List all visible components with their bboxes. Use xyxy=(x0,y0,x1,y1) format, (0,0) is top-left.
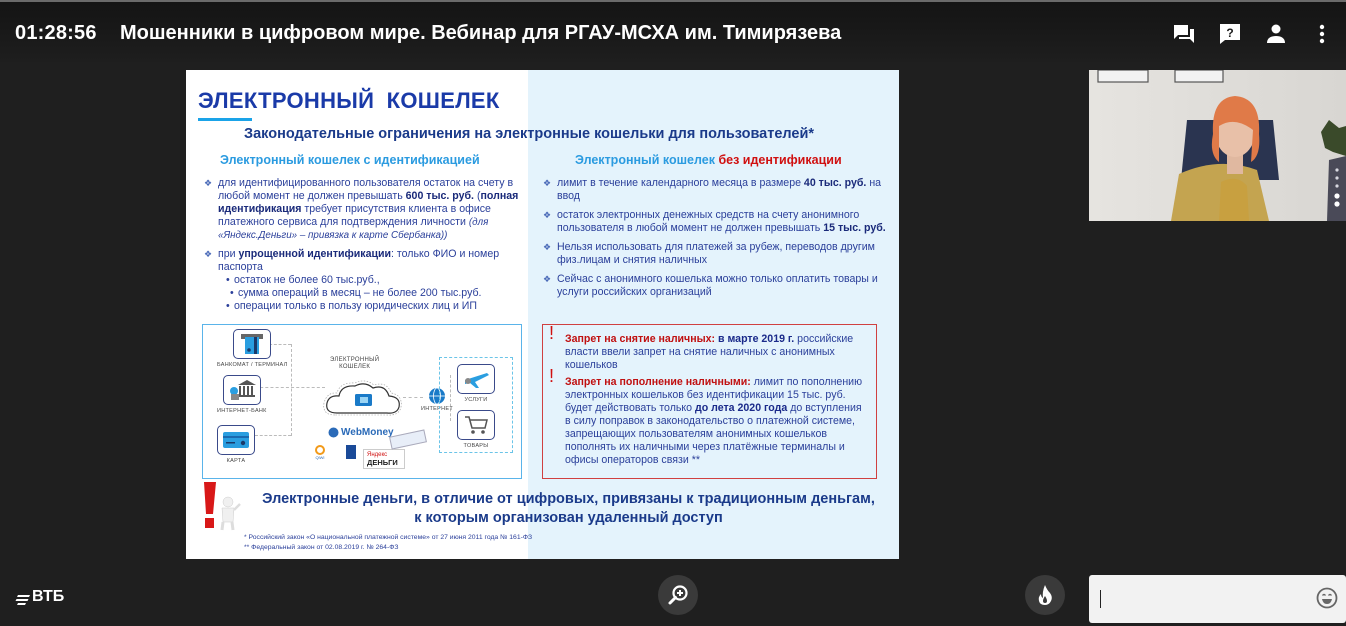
participant-icon[interactable] xyxy=(1264,22,1288,46)
warning-cash-topup xyxy=(549,366,866,467)
atm-icon xyxy=(233,329,271,359)
qiwi-logo xyxy=(313,445,327,460)
left-subbullet-1: • остаток не более 60 тыс.руб., xyxy=(204,274,524,287)
slide-right-panel xyxy=(528,70,899,559)
left-bullet-1 xyxy=(204,177,524,242)
warning-box xyxy=(542,324,877,479)
bold-text: в марте 2019 г. xyxy=(715,333,795,345)
reaction-button[interactable] xyxy=(1025,575,1065,615)
connector xyxy=(403,397,423,398)
chat-input[interactable] xyxy=(1099,585,1309,613)
left-subbullet-3: • операции только в пользу юридических лиц и ИП xyxy=(204,300,524,313)
italic-text: (для «Яндекс.Деньги» – привязка к карте Сбербанка)) xyxy=(218,217,489,241)
emoji-icon[interactable] xyxy=(1316,587,1338,609)
internet-label: ИНТЕРНЕТ xyxy=(421,406,454,412)
qiwi-card-icon xyxy=(346,445,356,459)
atm-label: БАНКОМАТ / ТЕРМИНАЛ xyxy=(217,362,288,368)
qiwi-icon xyxy=(313,445,327,455)
atm-node xyxy=(217,329,288,368)
webmoney-logo xyxy=(328,427,394,438)
vtb-logo xyxy=(15,588,64,606)
left-bullet-2 xyxy=(204,248,524,274)
text: российские власти ввели запрет на снятие наличных с анонимных кошельков xyxy=(565,333,854,371)
footnotes xyxy=(244,533,532,553)
internet-bank-node xyxy=(217,375,267,414)
goods-label: ТОВАРЫ xyxy=(463,443,489,449)
connector xyxy=(291,344,292,436)
cloud-wallet-icon xyxy=(323,380,403,416)
text: для идентифицированного пользователя остаток на счету в любой момент не должен превышать xyxy=(218,177,514,202)
wallet-label: ЭЛЕКТРОННЫЙ КОШЕЛЕК xyxy=(330,357,380,370)
right-bullet-1 xyxy=(543,177,888,203)
card-icon xyxy=(217,425,255,455)
presentation-slide xyxy=(186,70,899,559)
text: лимит в течение календарного месяца в размере xyxy=(557,177,804,189)
svg-text:?: ? xyxy=(1226,26,1234,40)
right-heading-blue: Электронный кошелек xyxy=(575,153,719,167)
chat-input-container xyxy=(1089,575,1346,623)
text: : только ФИО и номер паспорта xyxy=(218,248,500,273)
conclusion-line-2: к которым организован удаленный доступ xyxy=(414,510,723,526)
bold-text: 600 тыс. руб. xyxy=(405,190,474,202)
services-label: УСЛУГИ xyxy=(464,397,488,403)
right-bullets xyxy=(543,177,888,305)
title-underline xyxy=(198,118,252,121)
text: при xyxy=(218,248,239,260)
right-column-heading xyxy=(575,153,842,167)
warning-heading: Запрет на пополнение наличными: xyxy=(565,376,751,388)
bold-text: 15 тыс. руб. xyxy=(823,222,886,234)
card-label: КАРТА xyxy=(226,458,246,464)
top-toolbar xyxy=(1172,22,1334,46)
yandex-money-logo xyxy=(363,449,405,469)
exclamation-figure-icon xyxy=(200,480,246,532)
text: остаток электронных денежных средств на счету анонимного пользователя в любой момент не должен превышать xyxy=(557,209,860,234)
right-bullet-2 xyxy=(543,209,888,235)
services-node xyxy=(457,364,495,403)
webmoney-globe-icon xyxy=(328,427,339,438)
zoom-in-button[interactable] xyxy=(658,575,698,615)
qiwi-text: QIWI xyxy=(315,455,325,460)
bold-text: полная идентификация xyxy=(218,190,519,215)
brand-name: ВТБ xyxy=(32,588,65,605)
webmoney-text: WebMoney xyxy=(341,427,394,438)
footnote-1: * Российский закон «О национальной платежной системе» от 27 июня 2011 года № 161-ФЗ xyxy=(244,534,533,541)
bank-icon xyxy=(223,375,261,405)
vtb-logo-icon xyxy=(15,594,31,606)
internet-bank-label: ИНТЕРНЕТ-БАНК xyxy=(217,408,267,414)
payment-card-icon xyxy=(389,429,427,449)
zoom-in-icon xyxy=(667,584,689,606)
right-heading-red: без идентификации xyxy=(718,153,842,167)
left-subbullet-2: • сумма операций в месяц – не более 200 тыс.руб. xyxy=(204,287,524,300)
bold-text: упрощенной идентификации xyxy=(238,248,392,260)
more-vert-icon[interactable] xyxy=(1310,22,1334,46)
exclamation-icon: ! xyxy=(549,366,555,386)
cart-icon xyxy=(457,410,495,440)
session-timer: 01:28:56 xyxy=(15,22,97,44)
exclamation-icon: ! xyxy=(549,323,555,343)
bold-text: 40 тыс. руб. xyxy=(803,177,867,189)
slide-title: ЭЛЕКТРОННЫЙ КОШЕЛЕК xyxy=(198,88,500,113)
speaker-video-frame xyxy=(1089,70,1346,221)
slide-subtitle: Законодательные ограничения на электронные кошельки для пользователей* xyxy=(244,126,815,142)
wallet-diagram xyxy=(202,324,522,479)
card-node xyxy=(217,425,255,464)
text: лимит по пополнению электронных кошельков без идентификации 15 тыс. руб. будет действовать только xyxy=(565,376,863,414)
goods-node xyxy=(457,410,495,449)
warning-cash-withdrawal xyxy=(549,323,866,372)
text: требует присутствия клиента в офисе платежного сервиса для подтверждения личности xyxy=(218,203,491,228)
conclusion-line-1: Электронные деньги, в отличие от цифровых, привязаны к традиционным деньгам, xyxy=(262,491,875,507)
left-bullets xyxy=(204,177,524,313)
plane-icon xyxy=(457,364,495,394)
flame-icon xyxy=(1037,584,1053,606)
text: до вступления в силу поправок в законодательство о платежной системе, запрещающих пользователям анонимных кошельков пополнять их наличными через платёжные терминалы и офисы операторов связи ** xyxy=(565,402,862,466)
footnote-2: ** Федеральный закон от 02.08.2019 г. № 264-ФЗ xyxy=(244,544,399,551)
text: ( xyxy=(474,190,481,202)
right-bullet-4: ❖ Сейчас с анонимного кошелька можно только оплатить товары и услуги российских организаций xyxy=(543,273,888,299)
bold-text: до лета 2020 года xyxy=(695,402,788,414)
chat-icon[interactable] xyxy=(1172,22,1196,46)
speaker-video[interactable] xyxy=(1089,70,1346,221)
conclusion-text xyxy=(246,490,891,528)
text-caret xyxy=(1100,590,1101,608)
yandex-big-text: ДЕНЬГИ xyxy=(367,458,398,467)
shop-area xyxy=(439,357,513,453)
yandex-small-text: Яндекс xyxy=(367,452,388,458)
warning-heading: Запрет на снятие наличных: xyxy=(565,333,716,345)
text: на ввод xyxy=(557,177,882,202)
help-icon[interactable] xyxy=(1218,22,1242,46)
webinar-title: Мошенники в цифровом мире. Вебинар для РГАУ-МСХА им. Тимирязева xyxy=(120,22,842,44)
connector xyxy=(255,435,291,436)
right-bullet-3: ❖ Нельзя использовать для платежей за рубеж, переводов другим физ.лицам и снятия наличных xyxy=(543,241,888,267)
left-column-heading: Электронный кошелек с идентификацией xyxy=(220,153,480,167)
top-bar xyxy=(0,0,1346,62)
